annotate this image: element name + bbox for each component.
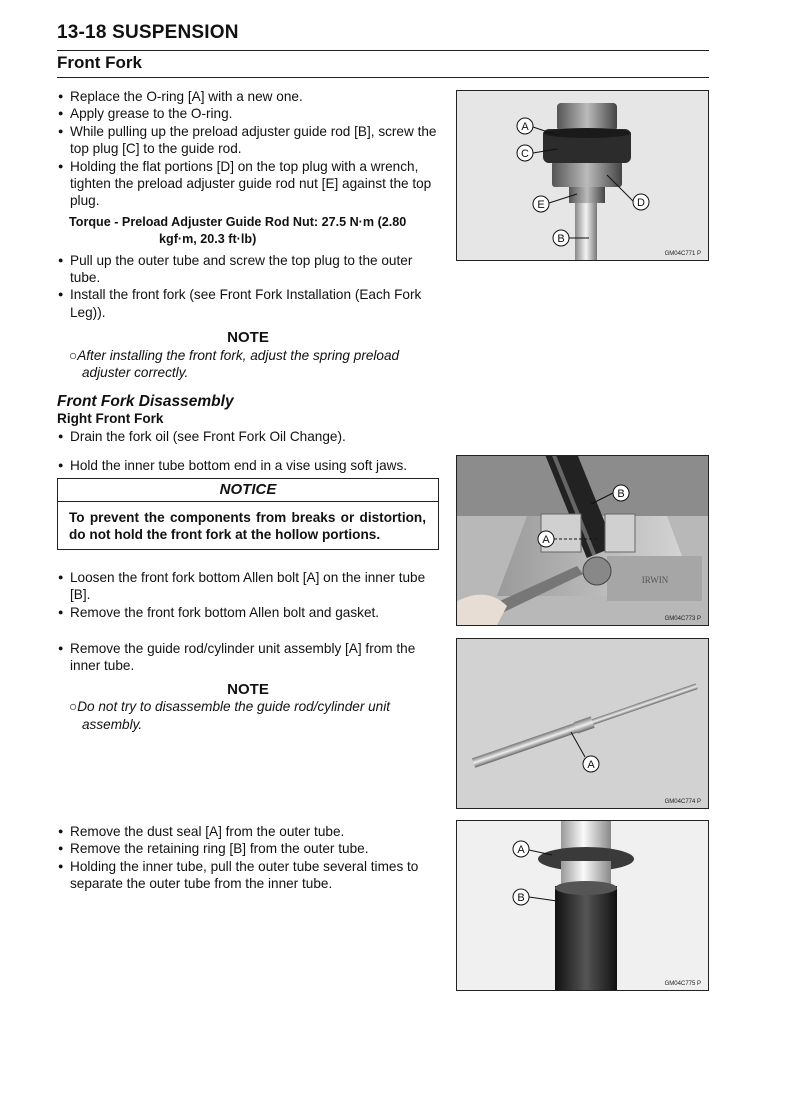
list-item: ● Hold the inner tube bottom end in a vise using soft jaws. xyxy=(57,457,439,474)
figure-code: GM04C773 P xyxy=(664,616,701,622)
list-item: ● Holding the inner tube, pull the outer tube several times to separate the outer tube from the inner tube. xyxy=(57,858,439,893)
list-item: ● Replace the O-ring [A] with a new one. xyxy=(57,88,439,105)
retaining-ring-shape xyxy=(555,881,617,895)
list-item: ● Drain the fork oil (see Front Fork Oil Change). xyxy=(57,428,439,445)
vise-brand: IRWIN xyxy=(641,575,669,585)
block-reassembly xyxy=(57,88,439,382)
list-item: ● Remove the front fork bottom Allen bolt and gasket. xyxy=(57,604,439,621)
list-item: ● Install the front fork (see Front Fork Installation (Each Fork Leg)). xyxy=(57,286,439,321)
figure-outer-tube xyxy=(456,820,709,991)
figure-label: A xyxy=(542,534,550,546)
figure-top-plug xyxy=(456,90,709,261)
page-header xyxy=(57,22,709,51)
figure-label: A xyxy=(517,844,525,856)
figure-code: GM04C774 P xyxy=(664,799,701,805)
notice-title: NOTICE xyxy=(58,479,438,502)
top-plug-cap-shape xyxy=(557,103,617,131)
guide-rod-shape xyxy=(575,201,597,260)
page-title: 13-18 SUSPENSION xyxy=(57,22,239,43)
subsection-title: Front Fork Disassembly xyxy=(57,393,234,410)
section-title: Front Fork xyxy=(57,53,142,72)
list-item: ● Remove the retaining ring [B] from the outer tube. xyxy=(57,840,439,857)
figure-label: B xyxy=(517,892,525,904)
subsection-subtitle: Right Front Fork xyxy=(57,411,164,427)
list-item: ● Remove the dust seal [A] from the outer tube. xyxy=(57,823,439,840)
note-body: Do not try to disassemble the guide rod/cylinder unit assembly. xyxy=(77,699,391,732)
list-item: ● Holding the flat portions [D] on the top plug with a wrench, tighten the preload adjuster guide rod nut [E] against the top plug. xyxy=(57,158,439,210)
block-allen-bolt xyxy=(57,569,439,621)
figure-label: A xyxy=(587,759,595,771)
block-vise xyxy=(57,457,439,474)
list-item: ● While pulling up the preload adjuster guide rod [B], screw the top plug [C] to the guide rod. xyxy=(57,123,439,158)
torque-spec xyxy=(57,214,439,249)
figure-code: GM04C775 P xyxy=(664,981,701,987)
outer-tube-shape xyxy=(555,886,617,990)
figure-label: E xyxy=(537,199,545,211)
list-item: ● Apply grease to the O-ring. xyxy=(57,105,439,122)
note-bullet: ○ xyxy=(69,699,78,715)
torque-line-2: kgf·m, 20.3 ft·lb) xyxy=(159,232,257,247)
torque-line-1: Torque - Preload Adjuster Guide Rod Nut: 27.5 N·m (2.80 xyxy=(69,214,407,229)
note-text xyxy=(57,347,439,382)
block-outer-tube xyxy=(57,823,439,893)
figure-label: D xyxy=(637,197,645,209)
list-item: ● Pull up the outer tube and screw the top plug to the outer tube. xyxy=(57,252,439,287)
figure-code: GM04C771 P xyxy=(664,251,701,257)
notice-text: To prevent the components from breaks or distortion, do not hold the front fork at the hollow portions. xyxy=(69,510,426,542)
note-bullet: ○ xyxy=(69,347,78,363)
block-disassembly xyxy=(57,393,439,445)
list-item: ● Loosen the front fork bottom Allen bolt [A] on the inner tube [B]. xyxy=(57,569,439,604)
notice-box xyxy=(57,478,439,550)
figure-guide-rod xyxy=(456,638,709,809)
figure-vise xyxy=(456,455,709,626)
figure-label: B xyxy=(617,488,625,500)
list-item: ● Remove the guide rod/cylinder unit assembly [A] from the inner tube. xyxy=(57,640,439,675)
figure-label: B xyxy=(557,233,565,245)
rod-nut-shape xyxy=(569,185,605,203)
figure-label: C xyxy=(521,148,529,160)
note-text xyxy=(57,698,439,733)
note-title: NOTE xyxy=(227,680,269,698)
note-title: NOTE xyxy=(227,329,269,347)
flat-portion-shape xyxy=(552,161,622,187)
block-guide-rod xyxy=(57,640,439,733)
figure-label: A xyxy=(521,121,529,133)
section-header xyxy=(57,50,709,78)
note-body: After installing the front fork, adjust the spring preload adjuster correctly. xyxy=(77,347,400,381)
